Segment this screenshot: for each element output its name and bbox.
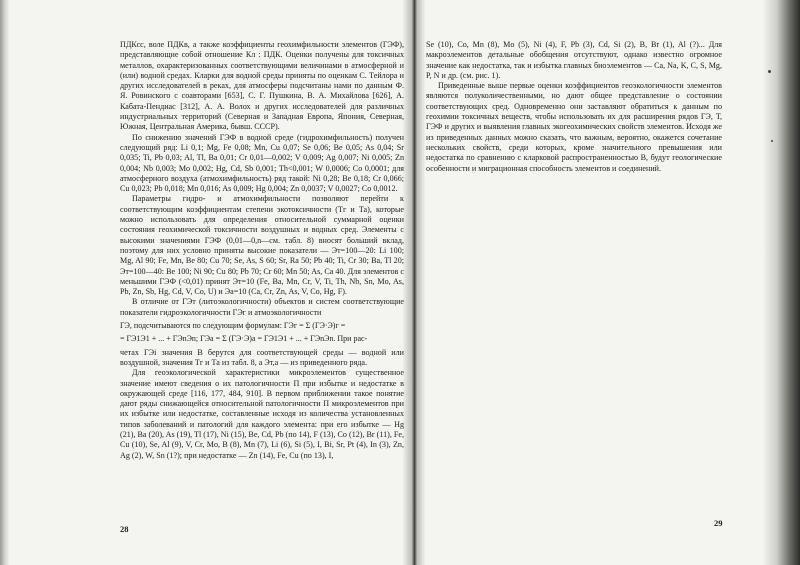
left-paragraph: Параметры гидро- и атмохимфильности позволяют перейти к соответствующим коэффициентам степени экотоксичности (Тг и Та), которые можно использовать для определения относительной суммарной оценки состояния геохимической токсичности воздушных и водных сред. Элементы с высокими значениями ГЭФ (0,01—0,n—см. табл. 8) вносят больший вклад, поэтому для них условно приняты высокие показатели — Эт=100—20: Li 100; Mg, Al 90; Fe, Mn, Be 80; Cu 70; Se, As, S 60; Sr, Ra 50; Pb 40; Ti, Cr 30; Ba, Tl 20; Эт=100—40: Be 100; Ni 90; Cu 80; Pb 70; Cr 60; Mn 50; As, Ca 40. Для элементов с меньшими ГЭФ (<0,01) принят Эт=10 (Fe, Ba, Mn, Cr, V, Ti, Th, Nb, Sn, Mo, As, Pb, Zn, Sb, Hg, Cd, V, Co, U) и Эа=10 (Ca, Cr, Zn, As, V, Co, Hg, F). [120, 194, 404, 297]
left-page-text [120, 40, 404, 550]
formula-line: = ГЭ1Э1 + ... + ГЭnЭn; ГЭа = Σ (ГЭ·Э)а = ГЭ1Э1 + ... + ГЭnЭn. При рас- [120, 334, 368, 344]
right-paragraph: Se (10), Co, Mn (8), Mo (5), Ni (4), F, Pb (3), Cd, Si (2), B, Br (1), Al (?)... Для макроэлементов детальные обобщения отсутствуют, однако известно огромное значение как недостатка, так и избытка главных биоэлементов — Ca, Na, K, C, S, Mg, P, N и др. (см. рис. 1). [426, 40, 722, 80]
left-paragraph: Для геоэкологической характеристики микроэлементов существенное значение имеют сведения о их патологичности П при избытке и недостатке в окружающей среде [116, 177, 484, 910]. В первом приближении такое понятие дают ряды снижающейся относительной патологичности П микроэлементов при их избытке или недостатке, составленные исходя из количества установленных типов заболеваний и патологий для каждого элемента: при его избытке — Hg (21), Ba (20), As (19), Tl (17), Ni (15), Be, Cd, Pb (по 14), F (13), Co (12), Br (11), Fe, Cu (10), Se, Al (9), V, Cr, Mo, B (8), Mn (7), Li (6), Si (5), I, Bi, Sr, Pt (4), In (3), Zn, Ag (2), W, Sn (1?); при недостатке — Zn (14), Fe, Cu (по 13), I, [120, 368, 404, 460]
left-paragraph: четах ГЭі значения В берутся для соответствующей среды — водной или воздушной, значения Тг и Та из табл. 8, а Эт,а — из приведенного ряда. [120, 347, 404, 367]
formula-line: ГЭ, подсчитываются по следующим формулам: ГЭг = Σ (ГЭ·Э)г = [120, 321, 346, 331]
left-paragraph: ПДКсс, воле ПДКв, а также коэффициенты геохимфильности элементов (ГЭФ), представляющие собой отношение Кл : ПДК. Оценки получены для токсичных металлов, охарактеризованных соответствующими величинами в атмосферной и (или) водной средах. Кларки для водной среды приняты по оценкам С. Тейлора и других исследователей в реках, для атмосферы подсчитаны нами по данным Ф. Я. Ровинского с соавторами [653], С. Г. Пушкина, В. А. Михайлова [626], А. Кабата-Пендиас [312], А. А. Волох и других исследователей для различных индустриальных территорий (Северная и Западная Европа, Япония, Северная, Южная, Центральная Америка, бывш. СССР). [120, 40, 404, 132]
book-gutter [403, 0, 425, 565]
left-paragraph: В отличие от ГЭт (литоэкологичности) объектов и систем соответствующие показатели гидроэкологичности ГЭг и атмоэкологичности [120, 297, 404, 317]
right-page-edge-shadow [764, 0, 800, 565]
left-paragraph: По снижению значений ГЭФ в водной среде (гидрохимфильность) получен следующий ряд: Li 0,1; Mg, Fe 0,08; Mn, Cu 0,07; Se 0,06; Be 0,05; As 0,04; Sr 0,035; Ti, Pb 0,03; Al, Tl, Ba 0,01; Cr 0,01—0,002; V 0,009; Ag 0,007; Ni 0,005; Zn 0,004; Nb 0,003; Mo 0,002; Hg, Cd, Sb 0,001; Th<0,001; W 0,0006; Co 0,0001; для атмосферного воздуха (атмохимфильность) ряд такой: Ni 0,28; Be 0,18; Cr 0,066; Cu 0,023; Pb 0,018; Mn 0,016; As 0,009; Hg 0,004; Zn 0,0037; V 0,0027; Co 0,0012. [120, 132, 404, 194]
scan-speck [771, 140, 773, 142]
left-page-edge-shadow [0, 0, 9, 565]
right-page-text [426, 40, 722, 290]
right-paragraph: Приведенные выше первые оценки коэффициентов геоэкологичности элементов являются полуколичественными, но дают общее представление о состоянии соответствующих сред. Одновременно они заставляют обратиться к данным по геохимии токсичных веществ, чтобы использовать их для расширения рядов ГЭ, Т, ГЭФ и других и выявления главных экогеохимических свойств элементов. Исходя же из приведенных данных можно сказать, что важным, вероятно, окажется сочетание нескольких свойств, среди которых, кроме значительного превышения или недостатка по сравнению с кларковой распространенностью В, будут геологические особенности и миграционная способность элементов и соединений. [426, 81, 722, 173]
page-number-right: 29 [714, 518, 723, 528]
page-number-left: 28 [120, 524, 129, 534]
scan-speck [768, 70, 771, 73]
